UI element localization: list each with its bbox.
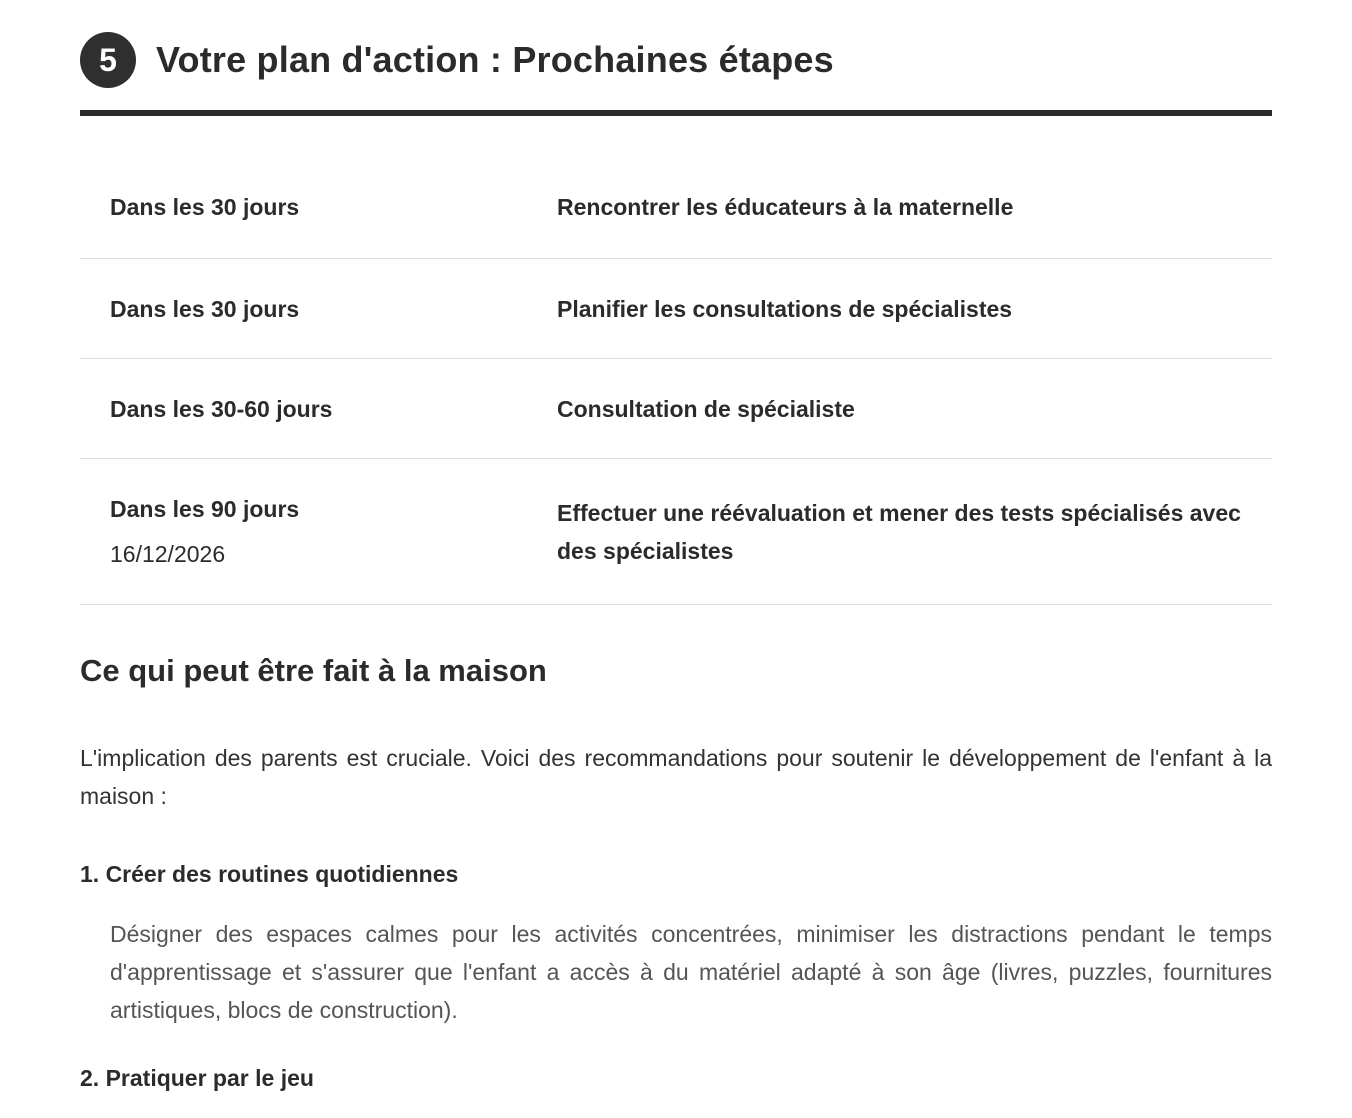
home-intro-paragraph: L'implication des parents est cruciale. Voici des recommandations pour soutenir le développement de l'enfant à la maison :	[80, 745, 1272, 809]
action-plan-row	[80, 158, 1272, 259]
recommendation-title: 1. Créer des routines quotidiennes	[80, 861, 459, 887]
action-label: Planifier les consultations de spécialistes	[557, 296, 1013, 322]
timeframe-cell	[80, 259, 557, 358]
timeframe-label: Dans les 90 jours	[110, 496, 300, 522]
due-date: 16/12/2026	[110, 541, 226, 567]
timeframe-cell	[80, 459, 557, 604]
action-cell	[557, 158, 1272, 258]
action-plan-table	[80, 158, 1272, 605]
action-cell	[557, 259, 1272, 358]
action-plan-row	[80, 359, 1272, 459]
timeframe-label: Dans les 30 jours	[110, 296, 300, 322]
recommendation-title: 2. Pratiquer par le jeu	[80, 1065, 314, 1091]
action-label: Rencontrer les éducateurs à la maternelle	[557, 194, 1014, 220]
action-label: Consultation de spécialiste	[557, 396, 855, 422]
home-section-heading: Ce qui peut être fait à la maison	[80, 653, 547, 688]
timeframe-label: Dans les 30 jours	[110, 194, 300, 220]
recommendation-body: Désigner des espaces calmes pour les activités concentrées, minimiser les distractions pendant le temps d'apprentissage et s'assurer que l'enfant a accès à du matériel adapté à son âge (livres, puzzles, fournitures artistiques, blocs de construction).	[110, 921, 1272, 1023]
timeframe-cell	[80, 359, 557, 458]
timeframe-label: Dans les 30-60 jours	[110, 396, 333, 422]
action-plan-row	[80, 459, 1272, 605]
action-cell	[557, 459, 1272, 604]
timeframe-cell	[80, 158, 557, 258]
action-cell	[557, 359, 1272, 458]
action-label: Effectuer une réévaluation et mener des tests spécialisés avec des spécialistes	[557, 500, 1241, 564]
section-header	[80, 0, 1272, 116]
section-title: Votre plan d'action : Prochaines étapes	[156, 39, 834, 80]
section-number-badge: 5	[80, 32, 136, 88]
action-plan-row	[80, 259, 1272, 359]
